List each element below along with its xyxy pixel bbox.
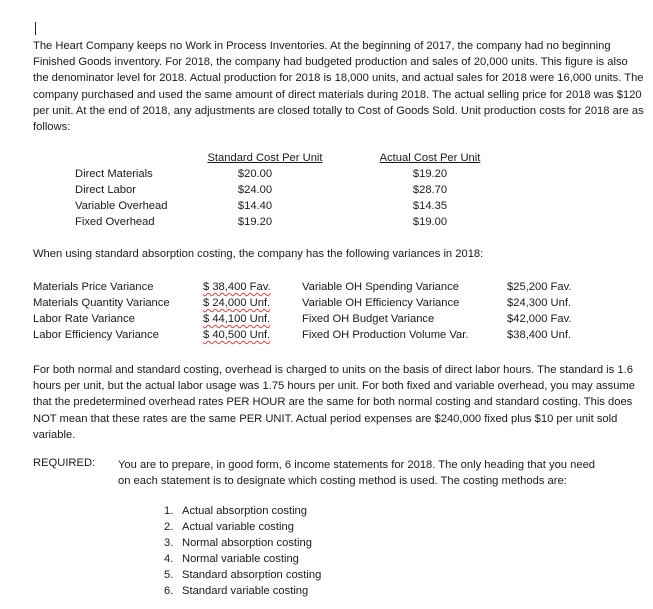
- standard-fixed-overhead: $19.20: [237, 216, 273, 228]
- header-standard-cost: Standard Cost Per Unit: [207, 152, 323, 164]
- actual-direct-materials: $19.20: [412, 168, 448, 180]
- method-4: 4. Normal variable costing: [164, 553, 299, 565]
- header-actual-cost: Actual Cost Per Unit: [379, 152, 481, 164]
- variance-value-labor-efficiency: $ 40,500 Unf.: [203, 329, 271, 341]
- method-2: 2. Actual variable costing: [164, 521, 294, 533]
- variance-label-materials-quantity: Materials Quantity Variance: [33, 297, 170, 309]
- required-label: REQUIRED:: [33, 457, 96, 469]
- variance-label-variable-oh-efficiency: Variable OH Efficiency Variance: [302, 297, 460, 309]
- standard-variable-overhead: $14.40: [237, 200, 273, 212]
- method-6: 6. Standard variable costing: [164, 585, 309, 597]
- variance-value-fixed-oh-volume: $38,400 Unf.: [507, 329, 572, 341]
- actual-variable-overhead: $14.35: [412, 200, 448, 212]
- cost-label-direct-materials: Direct Materials: [75, 168, 153, 180]
- variance-value-materials-quantity: $ 24,000 Unf.: [203, 297, 271, 309]
- variance-value-materials-price: $ 38,400 Fav.: [203, 281, 271, 293]
- cost-label-fixed-overhead: Fixed Overhead: [75, 216, 155, 228]
- variance-intro: When using standard absorption costing, the company has the following variances in 2018:: [33, 248, 484, 260]
- variance-value-labor-rate: $ 44,100 Unf.: [203, 313, 271, 325]
- variance-label-labor-rate: Labor Rate Variance: [33, 313, 135, 325]
- method-5: 5. Standard absorption costing: [164, 569, 322, 581]
- variance-label-labor-efficiency: Labor Efficiency Variance: [33, 329, 159, 341]
- variance-value-variable-oh-efficiency: $24,300 Unf.: [507, 297, 572, 309]
- variance-label-fixed-oh-budget: Fixed OH Budget Variance: [302, 313, 435, 325]
- standard-direct-materials: $20.00: [237, 168, 273, 180]
- actual-fixed-overhead: $19.00: [412, 216, 448, 228]
- variance-label-materials-price: Materials Price Variance: [33, 281, 154, 293]
- variance-value-variable-oh-spending: $25,200 Fav.: [507, 281, 572, 293]
- method-3: 3. Normal absorption costing: [164, 537, 312, 549]
- variance-value-fixed-oh-budget: $42,000 Fav.: [507, 313, 572, 325]
- overhead-paragraph: For both normal and standard costing, overhead is charged to units on the basis of direct labor hours. The standard is 1.6 hours per unit, but the actual labor usage was 1.75 hours per unit. For both fixed and variable overhead, you may assume that the predetermined overhead rates PER HOUR are the same for both normal costing and standard costing. This does NOT mean that these rates are the same PER UNIT. Actual period expenses are $240,000 fixed plus $10 per unit sold variable.: [33, 364, 635, 441]
- variance-label-variable-oh-spending: Variable OH Spending Variance: [302, 281, 459, 293]
- cost-label-variable-overhead: Variable Overhead: [75, 200, 168, 212]
- actual-direct-labor: $28.70: [412, 184, 448, 196]
- cost-label-direct-labor: Direct Labor: [75, 184, 136, 196]
- intro-paragraph: The Heart Company keeps no Work in Process Inventories. At the beginning of 2017, the company had no beginning Finished Goods inventory. For 2018, the company had budgeted production and sales of 20,000 units. This figure is also the denominator level for 2018. Actual production for 2018 is 18,000 units, and actual sales for 2018 were 16,000 units. The company purchased and used the same amount of direct materials during 2018. The actual selling price for 2018 was $120 per unit. At the end of 2018, any adjustments are closed totally to Cost of Goods Sold. Unit production costs for 2018 are as follows:: [33, 40, 644, 134]
- required-text: You are to prepare, in good form, 6 income statements for 2018. The only heading that you need on each statement is to designate which costing method is used. The costing methods are:: [118, 459, 596, 488]
- text-cursor: [35, 22, 36, 35]
- method-1: 1. Actual absorption costing: [164, 505, 308, 517]
- standard-direct-labor: $24.00: [237, 184, 273, 196]
- variance-label-fixed-oh-volume: Fixed OH Production Volume Var.: [302, 329, 469, 341]
